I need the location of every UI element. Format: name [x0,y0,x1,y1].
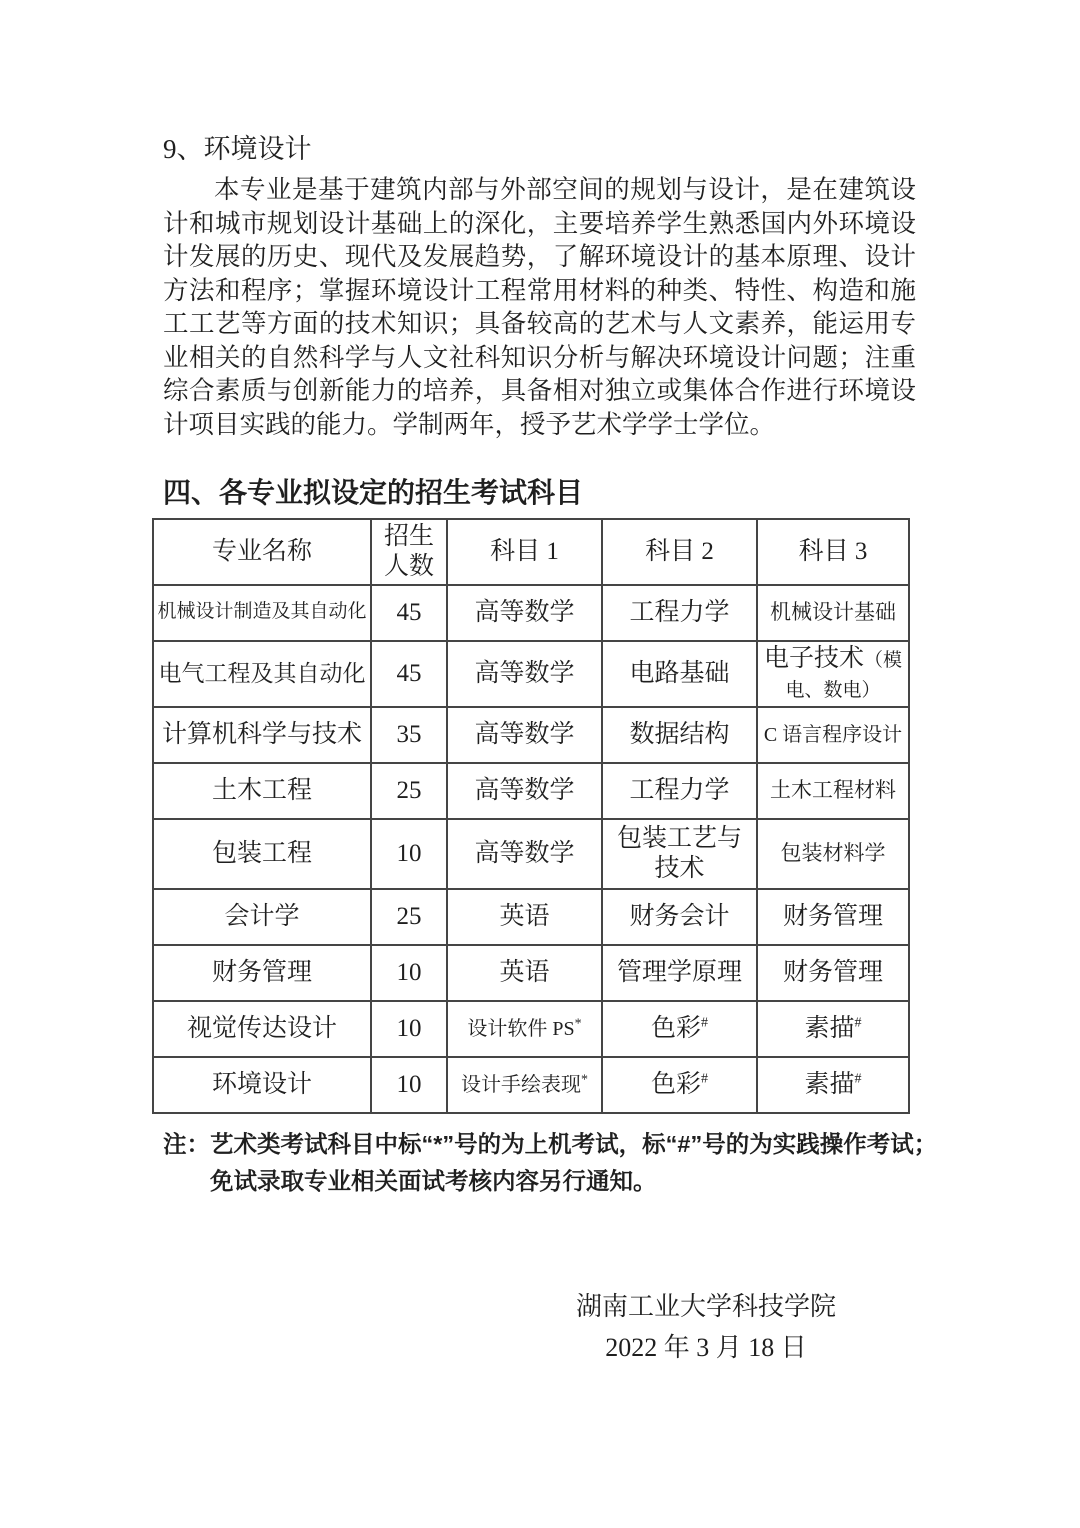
cell-major: 会计学 [153,889,371,945]
cell-subject3: 财务管理 [757,889,909,945]
cell-subject2: 电路基础 [602,641,757,707]
section9-heading: 9、环境设计 [163,134,312,164]
computer-exam-mark: * [574,1015,582,1031]
practice-exam-mark: # [701,1015,708,1031]
cell-quota: 10 [371,819,447,889]
cell-major: 财务管理 [153,945,371,1001]
cell-subject3: 土木工程材料 [757,763,909,819]
cell-quota: 35 [371,707,447,763]
footnote-line-1: 艺术类考试科目中标“*”号的为上机考试，标“#”号的为实践操作考试； [210,1130,938,1157]
header-subject3: 科目 3 [757,519,909,585]
table-row [153,1001,909,1057]
cell-subject3: 机械设计基础 [757,585,909,641]
practice-exam-mark: # [854,1015,862,1031]
subject-main: 设计软件 PS [467,1017,575,1040]
cell-quota: 45 [371,585,447,641]
cell-subject2: 包装工艺与技术 [602,819,757,889]
cell-quota: 10 [371,1057,447,1113]
subject-main: 素描 [804,1014,855,1042]
cell-subject3 [757,1057,909,1113]
table-row [153,641,909,707]
cell-quota: 10 [371,945,447,1001]
signature-date: 2022 年 3 月 18 日 [605,1332,807,1362]
subject-main: 设计手绘表现 [461,1073,581,1096]
section9-paragraph: 本专业是基于建筑内部与外部空间的规划与设计，是在建筑设计和城市规划设计基础上的深化，主要培养学生熟悉国内外环境设计发展的历史、现代及发展趋势，了解环境设计的基本原理、设计方法和程序；掌握环境设计工程常用材料的种类、特性、构造和施工工艺等方面的技术知识；具备较高的艺术与人文素养，能运用专业相关的自然科学与人文社科知识分析与解决环境设计问题；注重综合素质与创新能力的培养，具备相对独立或集体合作进行环境设计项目实践的能力。学制两年，授予艺术学学士学位。 [163,175,916,439]
cell-subject1 [447,1001,602,1057]
table-row [153,889,909,945]
table-row [153,585,909,641]
cell-subject1: 高等数学 [447,707,602,763]
cell-quota: 25 [371,763,447,819]
computer-exam-mark: * [581,1071,588,1087]
cell-major: 视觉传达设计 [153,1001,371,1057]
cell-subject2 [602,1057,757,1113]
cell-subject1: 高等数学 [447,585,602,641]
cell-subject2: 数据结构 [602,707,757,763]
institution-name: 湖南工业大学科技学院 [576,1291,837,1321]
subject-main: 色彩 [650,1014,701,1042]
footnote-line-2: 免试录取专业相关面试考核内容另行通知。 [210,1167,657,1194]
signature-block [576,1286,836,1368]
cell-subject2: 财务会计 [602,889,757,945]
table-row [153,945,909,1001]
practice-exam-mark: # [854,1071,862,1087]
cell-major: 机械设计制造及其自动化 [153,585,371,641]
practice-exam-mark: # [701,1071,708,1087]
cell-subject1: 英语 [447,945,602,1001]
cell-quota: 45 [371,641,447,707]
cell-major: 环境设计 [153,1057,371,1113]
cell-subject3: 包装材料学 [757,819,909,889]
cell-subject1 [447,1057,602,1113]
cell-major: 电气工程及其自动化 [153,641,371,707]
cell-subject1: 高等数学 [447,819,602,889]
cell-quota: 10 [371,1001,447,1057]
footnote-label: 注： [163,1130,210,1157]
subject-suffix: （模电、数电） [785,649,903,701]
cell-subject1: 高等数学 [447,641,602,707]
subject-main: 素描 [804,1070,855,1098]
header-subject1: 科目 1 [447,519,602,585]
table-row [153,819,909,889]
section4-heading: 四、各专业拟设定的招生考试科目 [163,477,584,509]
cell-major: 计算机科学与技术 [153,707,371,763]
cell-subject3 [757,641,909,707]
cell-subject3: C 语言程序设计 [757,707,909,763]
header-subject2: 科目 2 [602,519,757,585]
cell-major: 包装工程 [153,819,371,889]
cell-subject3: 财务管理 [757,945,909,1001]
table-footnote [163,1126,963,1200]
table-header-row [153,519,909,585]
cell-quota: 25 [371,889,447,945]
cell-subject1: 高等数学 [447,763,602,819]
cell-subject3 [757,1001,909,1057]
header-quota: 招生人数 [371,519,447,585]
table-row [153,1057,909,1113]
cell-subject2: 工程力学 [602,585,757,641]
table-row [153,707,909,763]
cell-subject2: 管理学原理 [602,945,757,1001]
cell-subject2: 工程力学 [602,763,757,819]
subject-main: 电子技术 [763,644,864,672]
cell-major: 土木工程 [153,763,371,819]
cell-subject2 [602,1001,757,1057]
exam-subjects-table [152,518,910,1114]
subject-main: 色彩 [650,1070,701,1098]
table-row [153,763,909,819]
footnote-text [210,1126,937,1200]
header-major: 专业名称 [153,519,371,585]
cell-subject1: 英语 [447,889,602,945]
